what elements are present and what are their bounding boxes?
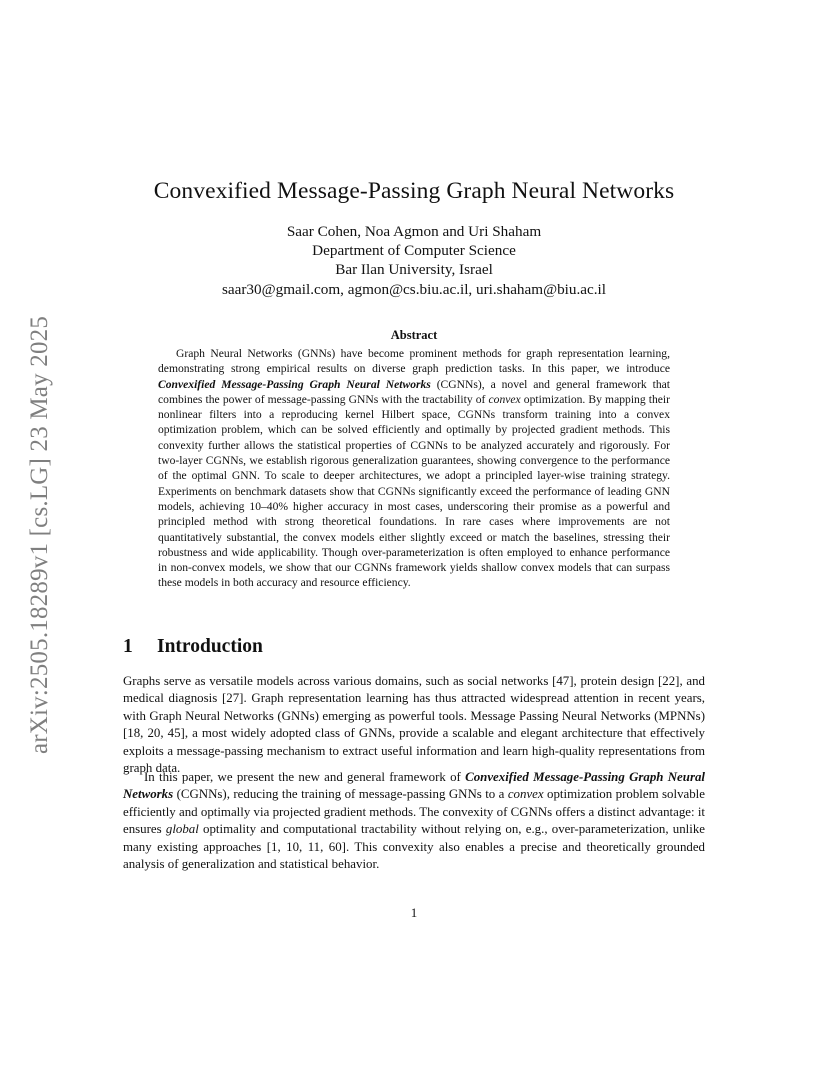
author-department: Department of Computer Science [312,242,516,259]
section-number: 1 [123,636,133,657]
author-list: Saar Cohen, Noa Agmon and Uri Shaham [286,223,542,240]
page-number: 1 [410,905,418,920]
introduction-paragraph-2 [123,769,705,873]
abstract-heading: Abstract [390,328,438,342]
section-heading-introduction [123,636,263,658]
abstract-text-middle: (CGNNs), a novel and general framework that combines the power of message-passing GNNs with the tractability of [158,377,670,406]
abstract-text-start: Graph Neural Networks (GNNs) have become prominent methods for graph representation learning, demonstrating strong empirical results on diverse graph prediction tasks. In this paper, we introduce [158,347,670,376]
intro-framework-name: Convexified Message-Passing Graph Neural Networks [123,770,705,802]
abstract-paragraph [158,346,670,591]
intro-p2-middle: optimization problem solvable efficiently and optimally via projected gradient methods. The convexity of CGNNs offers a distinct advantage: it ensures [123,787,705,837]
intro-p2-rest: optimality and computational tractability without relying on, e.g., over-parameterization, unlike many existing approaches [1, 10, 11, 60]. This convexity also enables a precise and theoretically grounded analysis of generalization and statistical behavior. [123,822,705,872]
arxiv-identifier-text: arXiv:2505.18289v1 [cs.LG] 23 May 2025 [26,315,53,755]
abstract-text-rest: optimization. By mapping their nonlinear filters into a reproducing kernel Hilbert space, CGNNs transform training into a convex optimization problem, which can be solved efficiently and optimally by projected gradient methods. This convexity further allows the statistical properties of CGNNs to be analyzed accurately and rigorously. For two-layer CGNNs, we establish rigorous generalization guarantees, showing convergence to the performance of the optimal GNN. To scale to deeper architectures, we adopt a principled layer-wise training strategy. Experiments on benchmark datasets show that CGNNs significantly exceed the performance of leading GNN models, achieving 10–40% higher accuracy in most cases, underscoring their promise as a powerful and principled method with strong theoretical foundations. In rare cases where improvements are not quantitatively substantial, the convex models either slightly exceed or match the baselines, stressing their robustness and wide applicability. Though over-parameterization is often employed to enhance performance in non-convex models, we show that our CGNNs framework yields shallow convex models that can surpass these models in both accuracy and resource efficiency. [158,392,670,590]
author-university: Bar Ilan University, Israel [335,261,493,278]
arxiv-identifier-stamp [16,295,64,775]
paper-title: Convexified Message-Passing Graph Neural Networks [153,178,675,204]
abstract-convex-emphasis: convex [488,392,521,406]
introduction-paragraph-1: Graphs serve as versatile models across various domains, such as social networks [47], protein design [22], and medical diagnosis [27]. Graph representation learning has thus attracted widespread attention in recent years, with Graph Neural Networks (GNNs) emerging as powerful tools. Message Passing Neural Networks (MPNNs) [18, 20, 45], a most widely adopted class of GNNs, provide a scalable and elegant architecture that effectively exploits a message-passing mechanism to extract useful information and learn high-quality representations from graph data. [123,674,705,776]
intro-p2-start: In this paper, we present the new and general framework of [144,770,466,784]
abstract-framework-name: Convexified Message-Passing Graph Neural Networks [158,377,431,391]
intro-global-emphasis: global [165,822,199,837]
author-emails: saar30@gmail.com, agmon@cs.biu.ac.il, uri.shaham@biu.ac.il [221,281,606,298]
section-title: Introduction [157,636,263,657]
intro-convex-emphasis: convex [507,787,544,802]
intro-p2-after-name: (CGNNs), reducing the training of message-passing GNNs to a [173,787,508,802]
